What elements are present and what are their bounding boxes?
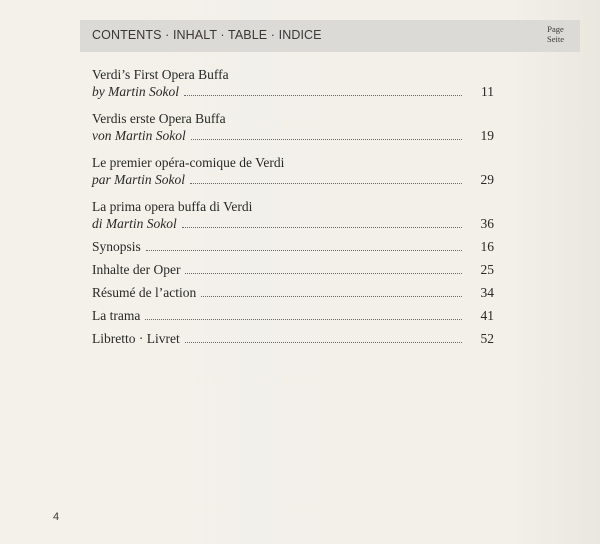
- toc-entry-page: 25: [480, 262, 494, 277]
- toc-entry-page: 36: [480, 216, 494, 231]
- toc-entry-title: La prima opera buffa di Verdi: [92, 199, 253, 214]
- toc-entry-title: Inhalte der Oper: [92, 262, 181, 277]
- toc-entry-page: 34: [480, 285, 494, 300]
- contents-header: [80, 20, 580, 52]
- page-number: 4: [53, 511, 60, 523]
- toc-entry-page: 19: [480, 128, 494, 143]
- toc-entry-resume[interactable]: [92, 284, 494, 301]
- toc-entry-byline: by Martin Sokol: [92, 84, 179, 99]
- page-label-de: Seite: [547, 34, 564, 44]
- toc-entry-synopsis[interactable]: [92, 238, 494, 255]
- toc-entry-page: 16: [480, 239, 494, 254]
- leader-dots: [190, 182, 462, 184]
- leader-dots: [146, 249, 462, 251]
- leader-dots: [184, 94, 462, 96]
- toc-entry-title: La trama: [92, 308, 141, 323]
- toc-entry-essay-it[interactable]: [92, 198, 494, 232]
- toc-entry-byline: di Martin Sokol: [92, 216, 177, 231]
- toc-entry-title: Le premier opéra-comique de Verdi: [92, 155, 285, 170]
- contents-list: [92, 66, 494, 346]
- page-label-en: Page: [547, 24, 564, 34]
- toc-entry-essay-en[interactable]: [92, 66, 494, 100]
- toc-entry-byline: par Martin Sokol: [92, 172, 185, 187]
- page-column-label: [547, 24, 564, 44]
- toc-entry-essay-de[interactable]: [92, 110, 494, 144]
- leader-dots: [145, 318, 462, 320]
- toc-entry-inhalte[interactable]: [92, 261, 494, 278]
- contents-heading: CONTENTS · INHALT · TABLE · INDICE: [92, 28, 322, 42]
- toc-entry-title: Synopsis: [92, 239, 141, 254]
- toc-entry-essay-fr[interactable]: [92, 154, 494, 188]
- toc-entry-page: 52: [480, 331, 494, 346]
- toc-entry-trama[interactable]: [92, 307, 494, 324]
- leader-dots: [191, 138, 462, 140]
- toc-entry-page: 11: [481, 84, 494, 99]
- leader-dots: [185, 341, 462, 343]
- leader-dots: [185, 272, 462, 274]
- toc-entry-page: 29: [480, 172, 494, 187]
- toc-entry-title: Résumé de l’action: [92, 285, 197, 300]
- leader-dots: [201, 295, 462, 297]
- toc-entry-byline: von Martin Sokol: [92, 128, 186, 143]
- toc-entry-title: Libretto · Livret: [92, 331, 180, 346]
- toc-entry-title: Verdi’s First Opera Buffa: [92, 67, 229, 82]
- leader-dots: [182, 226, 462, 228]
- toc-entry-libretto[interactable]: [92, 330, 494, 347]
- toc-entry-page: 41: [480, 308, 494, 323]
- toc-entry-title: Verdis erste Opera Buffa: [92, 111, 226, 126]
